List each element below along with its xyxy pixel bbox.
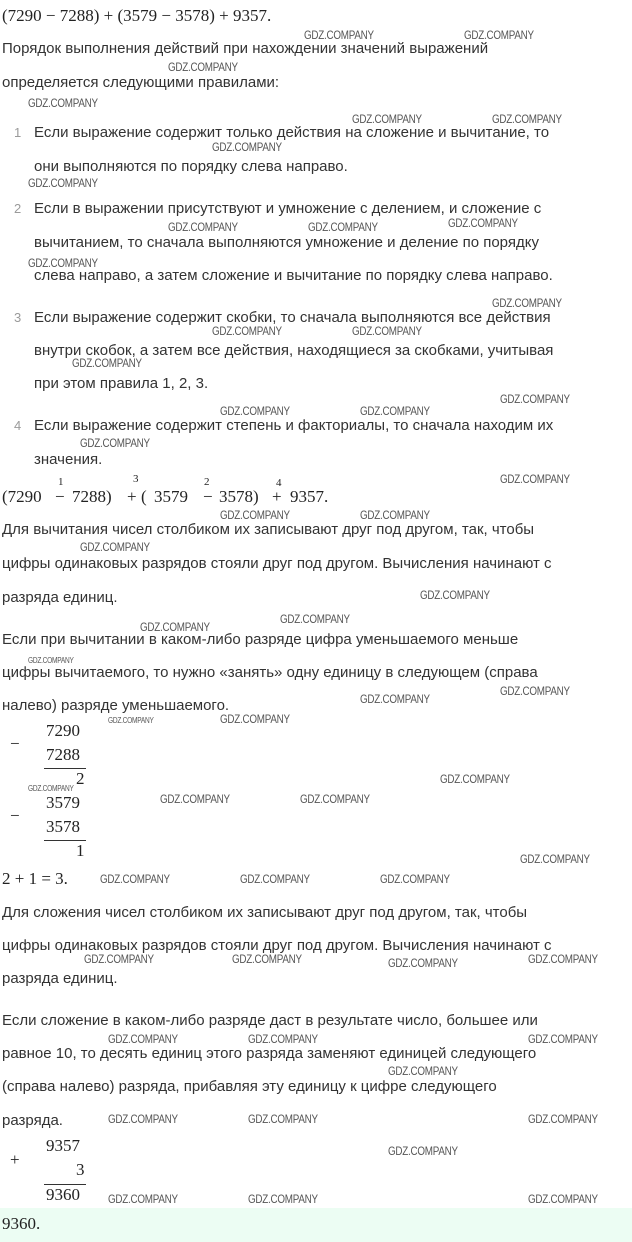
minuend: 7290 [46,721,80,740]
partial-sum: 2 + 1 = 3. [2,869,68,888]
watermark-text: GDZ.COMPANY [500,472,570,486]
watermark-text: GDZ.COMPANY [108,1112,178,1126]
rule-text: слева направо, а затем сложение и вычитание по порядку слева направо. [34,267,553,284]
rule-text: при этом правила 1, 2, 3. [34,375,209,392]
rule-number: 2 [14,201,22,216]
watermark-text: GDZ.COMPANY [240,872,310,886]
watermark-text: GDZ.COMPANY [440,772,510,786]
rule-number: 3 [14,310,22,325]
rule-text: Если выражение содержит скобки, то сначала выполняются все действия [34,309,551,326]
subtrahend: 3578 [46,817,80,836]
addition-rule-line: цифры одинаковых разрядов стояли друг под другом. Вычисления начинают с [2,937,552,954]
watermark-text: GDZ.COMPANY [352,324,422,338]
rule-text: Если в выражении присутствуют и умножение с делением, и сложение с [34,200,542,217]
watermark-text: GDZ.COMPANY [420,588,490,602]
action-order-number: 4 [276,477,282,489]
expr-part: 9357. [290,487,329,506]
watermark-text: GDZ.COMPANY [100,872,170,886]
watermark-text: GDZ.COMPANY [528,1112,598,1126]
subtraction-rule-line: цифры одинаковых разрядов стояли друг под другом. Вычисления начинают с [2,555,552,572]
watermark-text: GDZ.COMPANY [28,176,98,190]
minuend: 3579 [46,793,80,812]
sum-result: 9360 [46,1185,80,1204]
watermark-text: GDZ.COMPANY [352,112,422,126]
watermark-text: GDZ.COMPANY [168,220,238,234]
addition-rule-line: разряда единиц. [2,970,118,987]
watermark-text: GDZ.COMPANY [220,508,290,522]
rule-text: Если выражение содержит только действия на сложение и вычитание, то [34,124,550,141]
borrow-rule-line: налево) разряде уменьшаемого. [2,697,230,714]
expr-part: (7290 [2,487,42,506]
watermark-text: GDZ.COMPANY [28,656,74,665]
watermark-text: GDZ.COMPANY [380,872,450,886]
difference: 2 [76,769,85,788]
expr-part: 3579 [154,487,188,506]
plus-sign: + [10,1150,20,1169]
action-order-number: 2 [204,476,210,488]
watermark-text: GDZ.COMPANY [28,96,98,110]
expr-part: − [55,487,65,506]
watermark-text: GDZ.COMPANY [140,620,210,634]
watermark-text: GDZ.COMPANY [308,220,378,234]
watermark-text: GDZ.COMPANY [28,784,74,793]
action-order-number: 1 [58,476,64,488]
addition-rule-line: Для сложения чисел столбиком их записывают друг под другом, так, чтобы [2,904,528,921]
minus-sign: − [10,734,20,753]
watermark-text: GDZ.COMPANY [232,952,302,966]
expr-part: − [203,487,213,506]
rule-text: вычитанием, то сначала выполняются умножение и деление по порядку [34,234,539,251]
watermark-text: GDZ.COMPANY [492,112,562,126]
watermark-text: GDZ.COMPANY [464,28,534,42]
expr-part: 7288) [72,487,112,506]
carry-rule-line: равное 10, то десять единиц этого разряда заменяют единицей следующего [2,1045,537,1062]
watermark-text: GDZ.COMPANY [520,852,590,866]
carry-rule-line: (справа налево) разряда, прибавляя эту единицу к цифре следующего [2,1078,497,1095]
watermark-text: GDZ.COMPANY [360,508,430,522]
rule-number: 1 [14,125,22,140]
expr-part: + [127,487,137,506]
borrow-rule-line: Если при вычитании в каком-либо разряде цифра уменьшаемого меньше [2,631,519,648]
watermark-text: GDZ.COMPANY [528,1032,598,1046]
subtrahend: 7288 [46,745,80,764]
expr-part: + [272,487,282,506]
intro-line-1: Порядок выполнения действий при нахождении значений выражений [2,40,489,57]
watermark-text: GDZ.COMPANY [80,436,150,450]
watermark-text: GDZ.COMPANY [388,1144,458,1158]
difference: 1 [76,841,85,860]
watermark-text: GDZ.COMPANY [360,692,430,706]
watermark-text: GDZ.COMPANY [248,1112,318,1126]
carry-rule-line: разряда. [2,1112,63,1129]
rule-text: значения. [34,451,103,468]
watermark-text: GDZ.COMPANY [492,296,562,310]
expr-part: ( [141,487,147,506]
watermark-text: GDZ.COMPANY [72,356,142,370]
watermark-text: GDZ.COMPANY [300,792,370,806]
rule-number: 4 [14,418,22,433]
expr-part: 3578) [219,487,259,506]
watermark-text: GDZ.COMPANY [212,324,282,338]
watermark-text: GDZ.COMPANY [108,1192,178,1206]
watermark-text: GDZ.COMPANY [220,404,290,418]
watermark-text: GDZ.COMPANY [448,216,518,230]
watermark-text: GDZ.COMPANY [528,952,598,966]
borrow-rule-line: цифры вычитаемого, то нужно «занять» одну единицу в следующем (справа [2,664,538,681]
watermark-text: GDZ.COMPANY [108,716,154,725]
answer-highlight [0,1208,632,1242]
watermark-text: GDZ.COMPANY [360,404,430,418]
watermark-text: GDZ.COMPANY [168,60,238,74]
watermark-text: GDZ.COMPANY [304,28,374,42]
intro-line-2: определяется следующими правилами: [2,74,280,91]
answer: 9360. [2,1214,41,1233]
carry-rule-line: Если сложение в каком-либо разряде даст в результате число, большее или [2,1012,538,1029]
rule-text: они выполняются по порядку слева направо. [34,158,348,175]
watermark-text: GDZ.COMPANY [388,1064,458,1078]
subtraction-rule-line: разряда единиц. [2,589,118,606]
addend-2: 3 [76,1160,85,1179]
subtraction-rule-line: Для вычитания чисел столбиком их записывают друг под другом, так, чтобы [2,521,535,538]
watermark-text: GDZ.COMPANY [212,140,282,154]
watermark-text: GDZ.COMPANY [280,612,350,626]
watermark-text: GDZ.COMPANY [160,792,230,806]
watermark-text: GDZ.COMPANY [84,952,154,966]
rule-text: Если выражение содержит степень и факториалы, то сначала находим их [34,417,554,434]
watermark-text: GDZ.COMPANY [500,392,570,406]
watermark-text: GDZ.COMPANY [500,684,570,698]
watermark-text: GDZ.COMPANY [80,540,150,554]
watermark-text: GDZ.COMPANY [388,956,458,970]
addend-1: 9357 [46,1136,80,1155]
watermark-text: GDZ.COMPANY [108,1032,178,1046]
watermark-text: GDZ.COMPANY [220,712,290,726]
rule-text: внутри скобок, а затем все действия, находящиеся за скобками, учитывая [34,342,554,359]
action-order-number: 3 [133,473,139,485]
watermark-text: GDZ.COMPANY [248,1192,318,1206]
expression: (7290 − 7288) + (3579 − 3578) + 9357. [2,6,272,25]
watermark-text: GDZ.COMPANY [248,1032,318,1046]
watermark-text: GDZ.COMPANY [28,256,98,270]
minus-sign: − [10,806,20,825]
watermark-text: GDZ.COMPANY [528,1192,598,1206]
